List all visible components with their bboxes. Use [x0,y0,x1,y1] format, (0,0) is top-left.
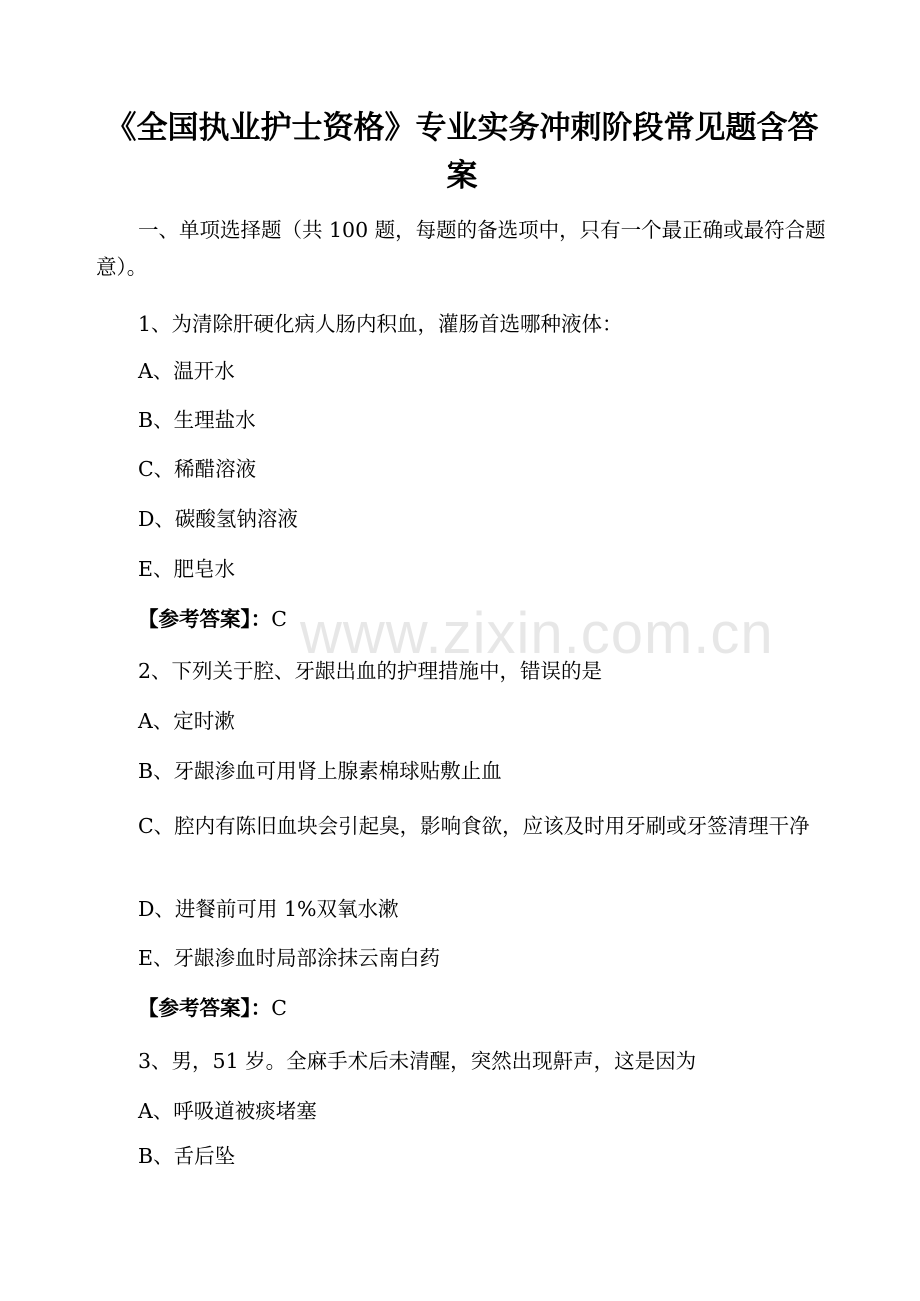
question-1-option-e: E、肥皂水 [138,557,235,581]
question-2-stem: 2、下列关于腔、牙龈出血的护理措施中，错误的是 [138,659,603,683]
document-title: 《全国执业护士资格》专业实务冲刺阶段常见题含答案 [105,110,819,194]
question-2-answer [96,990,830,1027]
question-1-option-c: C、稀醋溶液 [138,457,257,481]
answer-label: 【参考答案】： [138,607,272,631]
question-1-answer [96,601,830,638]
answer-label: 【参考答案】： [138,996,272,1020]
question-2-option-c: C、腔内有陈旧血块会引起臭，影响食欲，应该及时用牙刷或牙签清理干净 [138,814,810,838]
question-1-stem: 1、为清除肝硬化病人肠内积血，灌肠首选哪种液体： [138,312,623,336]
question-3-option-b: B、舌后坠 [138,1144,236,1168]
question-3-option-a: A、呼吸道被痰堵塞 [138,1099,317,1123]
question-1-option-d: D、碳酸氢钠溶液 [138,507,298,531]
answer-value: C [271,607,287,631]
watermark: www.zixin.com.cn [300,601,774,666]
question-2-option-d: D、进餐前可用 1%双氧水漱 [138,897,399,921]
question-1-option-a: A、温开水 [138,359,235,383]
section-heading: 一、单项选择题（共 100 题，每题的备选项中，只有一个最正确或最符合题意）。 [96,218,826,279]
answer-value: C [271,996,287,1020]
question-1-option-b: B、生理盐水 [138,408,256,432]
question-3-stem: 3、男，51 岁。全麻手术后未清醒，突然出现鼾声，这是因为 [138,1049,697,1073]
question-2-option-e: E、牙龈渗血时局部涂抹云南白药 [138,946,440,970]
question-2-option-b: B、牙龈渗血可用肾上腺素棉球贴敷止血 [138,759,502,783]
question-2-option-a: A、定时漱 [138,709,235,733]
